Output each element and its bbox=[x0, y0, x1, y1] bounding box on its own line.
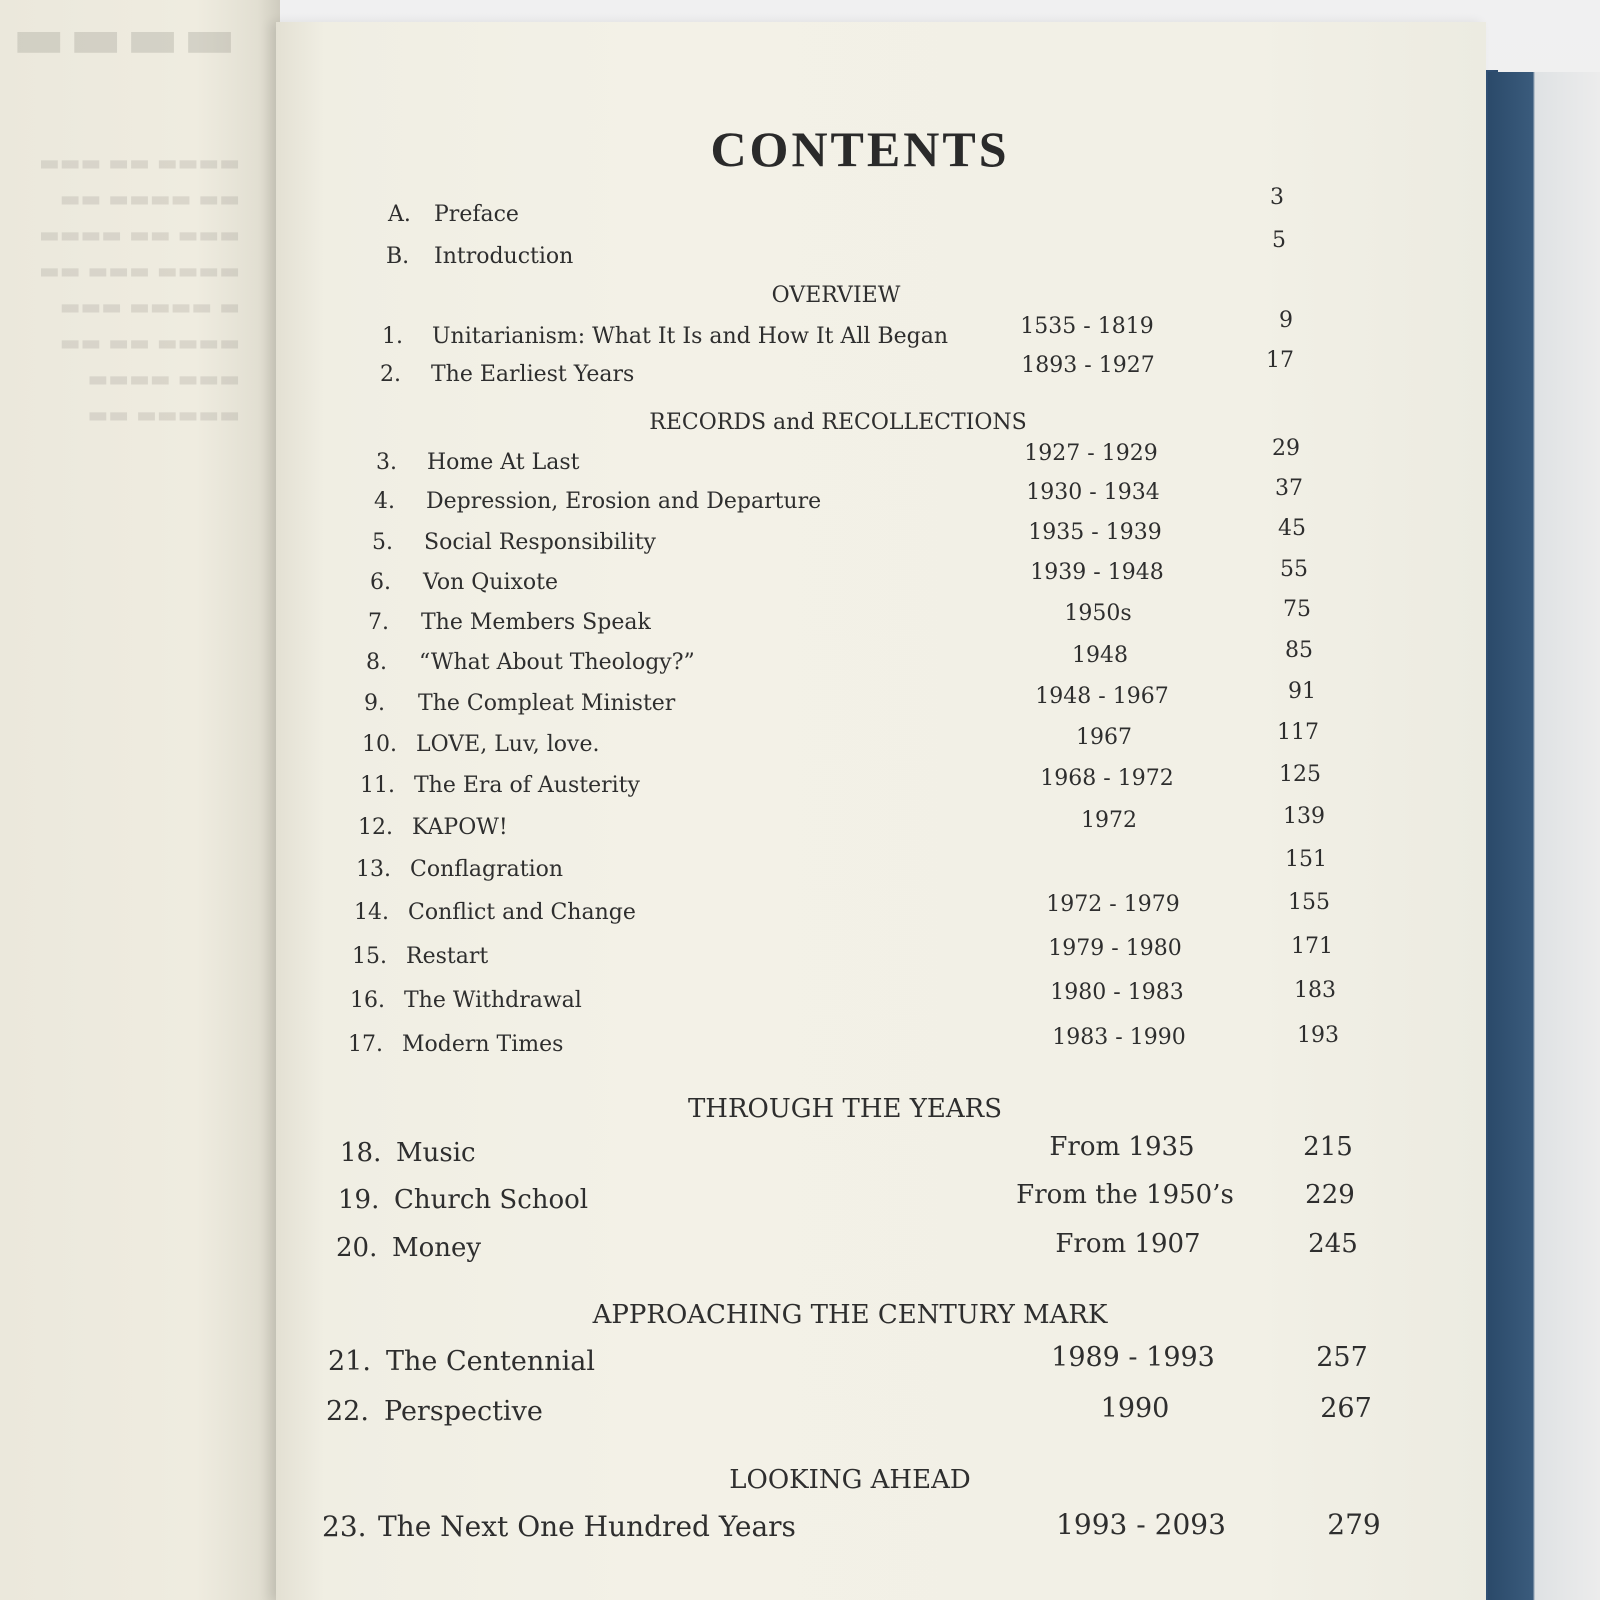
chapter-years: 1948 - 1967 bbox=[1035, 684, 1169, 709]
chapter-number: 21. bbox=[328, 1346, 371, 1377]
chapter-page-number: 117 bbox=[1277, 720, 1319, 745]
chapter-title: Unitarianism: What It Is and How It All Began bbox=[432, 324, 949, 349]
chapter-number: 19. bbox=[338, 1185, 380, 1215]
chapter-page-number: 267 bbox=[1320, 1393, 1372, 1424]
chapter-title: Social Responsibility bbox=[424, 530, 656, 555]
chapter-title: Restart bbox=[406, 944, 489, 969]
chapter-title: The Withdrawal bbox=[404, 988, 582, 1013]
chapter-number: 12. bbox=[358, 815, 393, 840]
chapter-page-number: 139 bbox=[1283, 804, 1325, 829]
bleed-text-shape: ▬▬▬▬ ▬▬▬ bbox=[87, 367, 240, 392]
bleed-text-shape: ▬▬ ▬▬▬ ▬▬▬▬ bbox=[38, 259, 240, 284]
chapter-page-number: 155 bbox=[1288, 890, 1330, 915]
chapter-page-number: 17 bbox=[1266, 348, 1294, 373]
chapter-page-number: 45 bbox=[1278, 516, 1306, 541]
chapter-number: 20. bbox=[336, 1233, 378, 1263]
chapter-title: The Members Speak bbox=[421, 610, 651, 635]
chapter-title: Conflagration bbox=[410, 857, 564, 882]
chapter-number: 3. bbox=[376, 450, 397, 475]
chapter-number: 18. bbox=[340, 1138, 382, 1168]
chapter-years: From 1907 bbox=[1055, 1229, 1201, 1259]
chapter-years: 1967 bbox=[1076, 725, 1132, 750]
chapter-years: 1980 - 1983 bbox=[1050, 980, 1184, 1005]
chapter-title: Perspective bbox=[384, 1396, 543, 1427]
front-matter-title: Preface bbox=[434, 202, 519, 227]
front-matter-label: A. bbox=[388, 202, 411, 227]
left-page bbox=[0, 0, 280, 1600]
chapter-years: 1935 - 1939 bbox=[1028, 520, 1162, 545]
front-matter-title: Introduction bbox=[434, 244, 574, 269]
chapter-title: KAPOW! bbox=[412, 815, 508, 840]
front-matter-label: B. bbox=[386, 244, 410, 269]
bleed-heading-shape: ▬▬▬▬ bbox=[12, 5, 240, 71]
chapter-title: Music bbox=[396, 1138, 476, 1168]
chapter-years: 1972 - 1979 bbox=[1046, 892, 1180, 917]
section-heading: RECORDS and RECOLLECTIONS bbox=[649, 410, 1027, 435]
chapter-page-number: 151 bbox=[1285, 847, 1327, 872]
chapter-years: 1983 - 1990 bbox=[1052, 1025, 1186, 1050]
section-heading: LOOKING AHEAD bbox=[729, 1465, 971, 1495]
chapter-years: 1893 - 1927 bbox=[1021, 353, 1155, 378]
chapter-years: 1989 - 1993 bbox=[1051, 1342, 1215, 1373]
chapter-title: The Compleat Minister bbox=[418, 691, 676, 716]
chapter-years: 1968 - 1972 bbox=[1040, 766, 1174, 791]
bleed-text-shape: ▬▬▬ ▬▬▬▬ ▬ bbox=[59, 295, 240, 320]
chapter-page-number: 257 bbox=[1316, 1342, 1368, 1373]
chapter-title: Modern Times bbox=[402, 1032, 564, 1057]
chapter-number: 13. bbox=[356, 857, 391, 882]
chapter-title: The Era of Austerity bbox=[414, 773, 640, 798]
book-cover bbox=[1488, 72, 1600, 1600]
bleed-text-shape: ▬▬▬▬ ▬▬ ▬▬▬ bbox=[38, 223, 240, 248]
section-heading: APPROACHING THE CENTURY MARK bbox=[592, 1300, 1108, 1330]
chapter-title: Depression, Erosion and Departure bbox=[426, 489, 822, 514]
chapter-page-number: 279 bbox=[1327, 1508, 1381, 1541]
chapter-years: 1939 - 1948 bbox=[1030, 560, 1164, 585]
chapter-page-number: 91 bbox=[1288, 679, 1316, 704]
chapter-years: 1930 - 1934 bbox=[1026, 480, 1160, 505]
chapter-years: 1927 - 1929 bbox=[1024, 441, 1158, 466]
chapter-number: 17. bbox=[348, 1032, 383, 1057]
section-heading: THROUGH THE YEARS bbox=[687, 1094, 1003, 1124]
bleed-text-shape: ▬▬ ▬▬▬▬▬ bbox=[87, 403, 240, 428]
chapter-number: 9. bbox=[364, 691, 385, 716]
chapter-number: 5. bbox=[372, 530, 393, 555]
chapter-title: The Centennial bbox=[386, 1346, 595, 1377]
chapter-page-number: 183 bbox=[1294, 978, 1336, 1003]
chapter-title: LOVE, Luv, love. bbox=[416, 732, 600, 757]
chapter-number: 8. bbox=[366, 650, 387, 675]
chapter-page-number: 125 bbox=[1279, 762, 1321, 787]
chapter-title: Home At Last bbox=[427, 450, 580, 475]
chapter-number: 6. bbox=[370, 570, 391, 595]
bleed-text-shape: ▬▬ ▬▬ ▬▬▬▬ bbox=[59, 331, 240, 356]
chapter-years: 1535 - 1819 bbox=[1020, 314, 1154, 339]
chapter-title: The Earliest Years bbox=[431, 362, 635, 387]
chapter-number: 11. bbox=[360, 773, 395, 798]
chapter-number: 23. bbox=[322, 1510, 367, 1543]
chapter-number: 7. bbox=[368, 610, 389, 635]
chapter-years: 1972 bbox=[1081, 808, 1137, 833]
page-title: CONTENTS bbox=[710, 121, 1010, 177]
chapter-number: 14. bbox=[354, 900, 389, 925]
chapter-page-number: 85 bbox=[1285, 638, 1313, 663]
chapter-page-number: 29 bbox=[1272, 436, 1300, 461]
chapter-number: 22. bbox=[326, 1396, 369, 1427]
chapter-title: The Next One Hundred Years bbox=[378, 1510, 796, 1543]
chapter-title: “What About Theology?” bbox=[419, 650, 695, 675]
front-matter-page-number: 3 bbox=[1270, 185, 1284, 210]
chapter-years: From the 1950’s bbox=[1016, 1180, 1234, 1210]
chapter-title: Church School bbox=[394, 1185, 589, 1215]
chapter-number: 2. bbox=[380, 362, 401, 387]
chapter-number: 10. bbox=[362, 732, 397, 757]
chapter-number: 16. bbox=[350, 988, 385, 1013]
chapter-page-number: 215 bbox=[1303, 1132, 1353, 1162]
chapter-number: 4. bbox=[374, 489, 395, 514]
front-matter-page-number: 5 bbox=[1272, 228, 1286, 253]
chapter-number: 1. bbox=[382, 324, 403, 349]
chapter-page-number: 75 bbox=[1283, 597, 1311, 622]
chapter-years: 1993 - 2093 bbox=[1056, 1508, 1226, 1541]
chapter-title: Conflict and Change bbox=[408, 900, 636, 925]
chapter-years: 1950s bbox=[1064, 601, 1132, 626]
chapter-page-number: 193 bbox=[1297, 1023, 1339, 1048]
chapter-number: 15. bbox=[352, 944, 387, 969]
chapter-page-number: 37 bbox=[1275, 476, 1303, 501]
left-page-bleed-through bbox=[0, 5, 240, 434]
chapter-title: Von Quixote bbox=[423, 570, 559, 595]
bleed-text-shape: ▬▬▬ ▬▬ ▬▬▬▬ bbox=[38, 151, 240, 176]
chapter-page-number: 171 bbox=[1291, 934, 1333, 959]
chapter-years: 1979 - 1980 bbox=[1048, 936, 1182, 961]
chapter-years: 1948 bbox=[1072, 643, 1128, 668]
chapter-page-number: 9 bbox=[1279, 308, 1293, 333]
chapter-page-number: 245 bbox=[1308, 1229, 1358, 1259]
chapter-years: 1990 bbox=[1100, 1393, 1170, 1424]
bleed-text-shape: ▬▬ ▬▬▬▬ ▬▬ bbox=[59, 187, 240, 212]
chapter-title: Money bbox=[392, 1233, 482, 1263]
section-heading: OVERVIEW bbox=[771, 283, 901, 308]
chapter-page-number: 229 bbox=[1305, 1180, 1355, 1210]
chapter-page-number: 55 bbox=[1280, 557, 1308, 582]
chapter-years: From 1935 bbox=[1049, 1132, 1195, 1162]
